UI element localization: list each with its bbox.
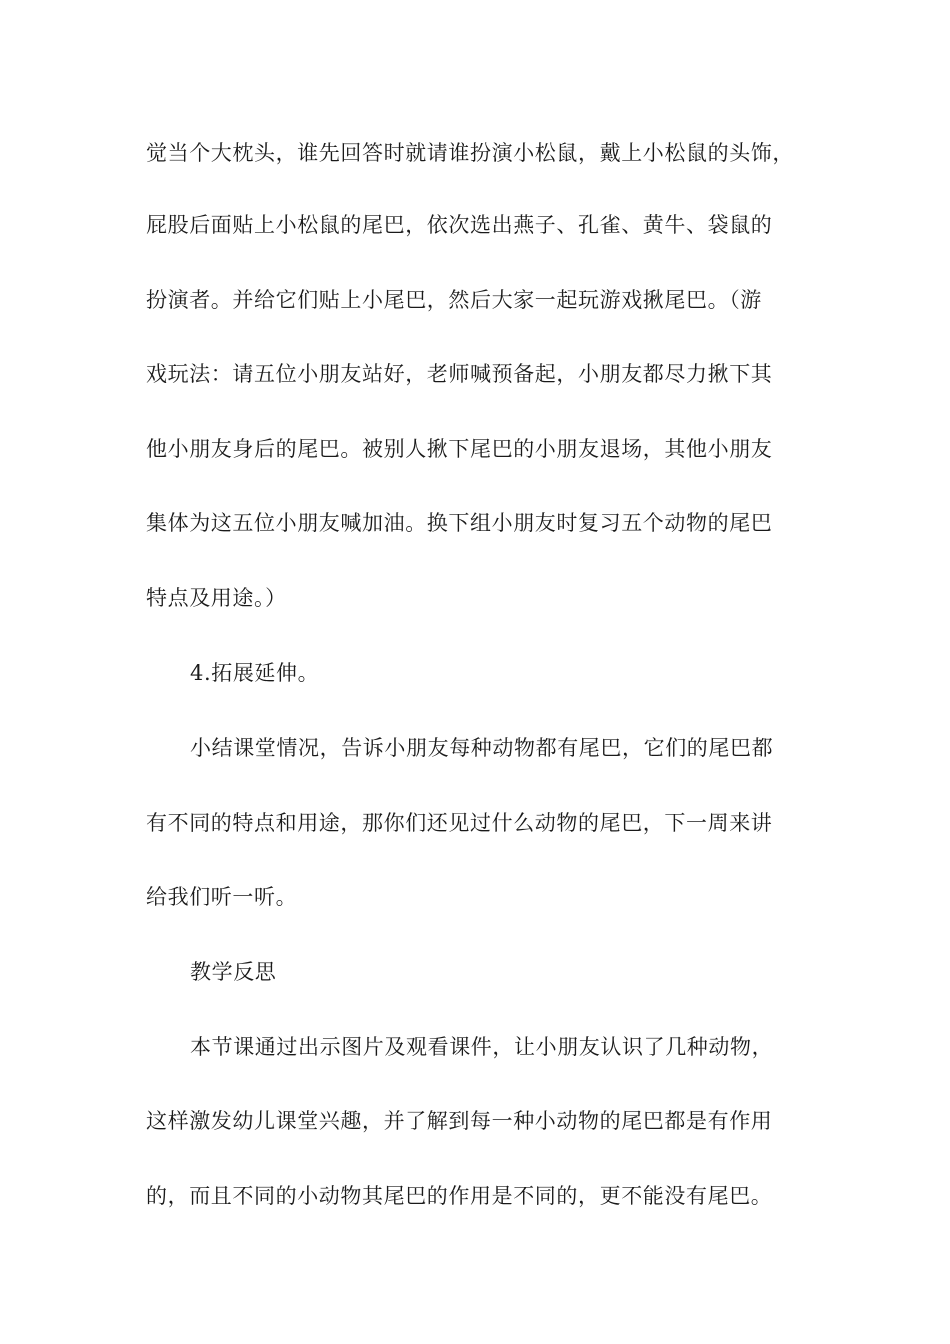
paragraph-line: 集体为这五位小朋友喊加油。换下组小朋友时复习五个动物的尾巴 xyxy=(146,511,773,535)
paragraph-line: 他小朋友身后的尾巴。被别人揪下尾巴的小朋友退场，其他小朋友 xyxy=(146,437,773,461)
paragraph-line: 戏玩法：请五位小朋友站好，老师喊预备起，小朋友都尽力揪下其 xyxy=(146,362,773,386)
paragraph-line: 有不同的特点和用途，那你们还见过什么动物的尾巴，下一周来讲 xyxy=(146,811,773,835)
section-heading: 教学反思 xyxy=(190,960,277,984)
paragraph-line: 这样激发幼儿课堂兴趣，并了解到每一种小动物的尾巴都是有作用 xyxy=(146,1109,773,1133)
paragraph-line: 给我们听一听。 xyxy=(146,885,298,909)
section-heading: 4.拓展延伸。 xyxy=(190,661,320,685)
paragraph-line: 扮演者。并给它们贴上小尾巴，然后大家一起玩游戏揪尾巴。（游 xyxy=(146,288,762,312)
paragraph-line: 觉当个大枕头，谁先回答时就请谁扮演小松鼠，戴上小松鼠的头饰， xyxy=(146,141,794,165)
paragraph-line: 小结课堂情况，告诉小朋友每种动物都有尾巴，它们的尾巴都 xyxy=(190,736,774,760)
paragraph-line: 本节课通过出示图片及观看课件，让小朋友认识了几种动物， xyxy=(190,1035,774,1059)
paragraph-line: 屁股后面贴上小松鼠的尾巴，依次选出燕子、孔雀、黄牛、袋鼠的 xyxy=(146,213,773,237)
paragraph-line: 的，而且不同的小动物其尾巴的作用是不同的，更不能没有尾巴。 xyxy=(146,1184,773,1208)
paragraph-line: 特点及用途。） xyxy=(146,586,287,610)
